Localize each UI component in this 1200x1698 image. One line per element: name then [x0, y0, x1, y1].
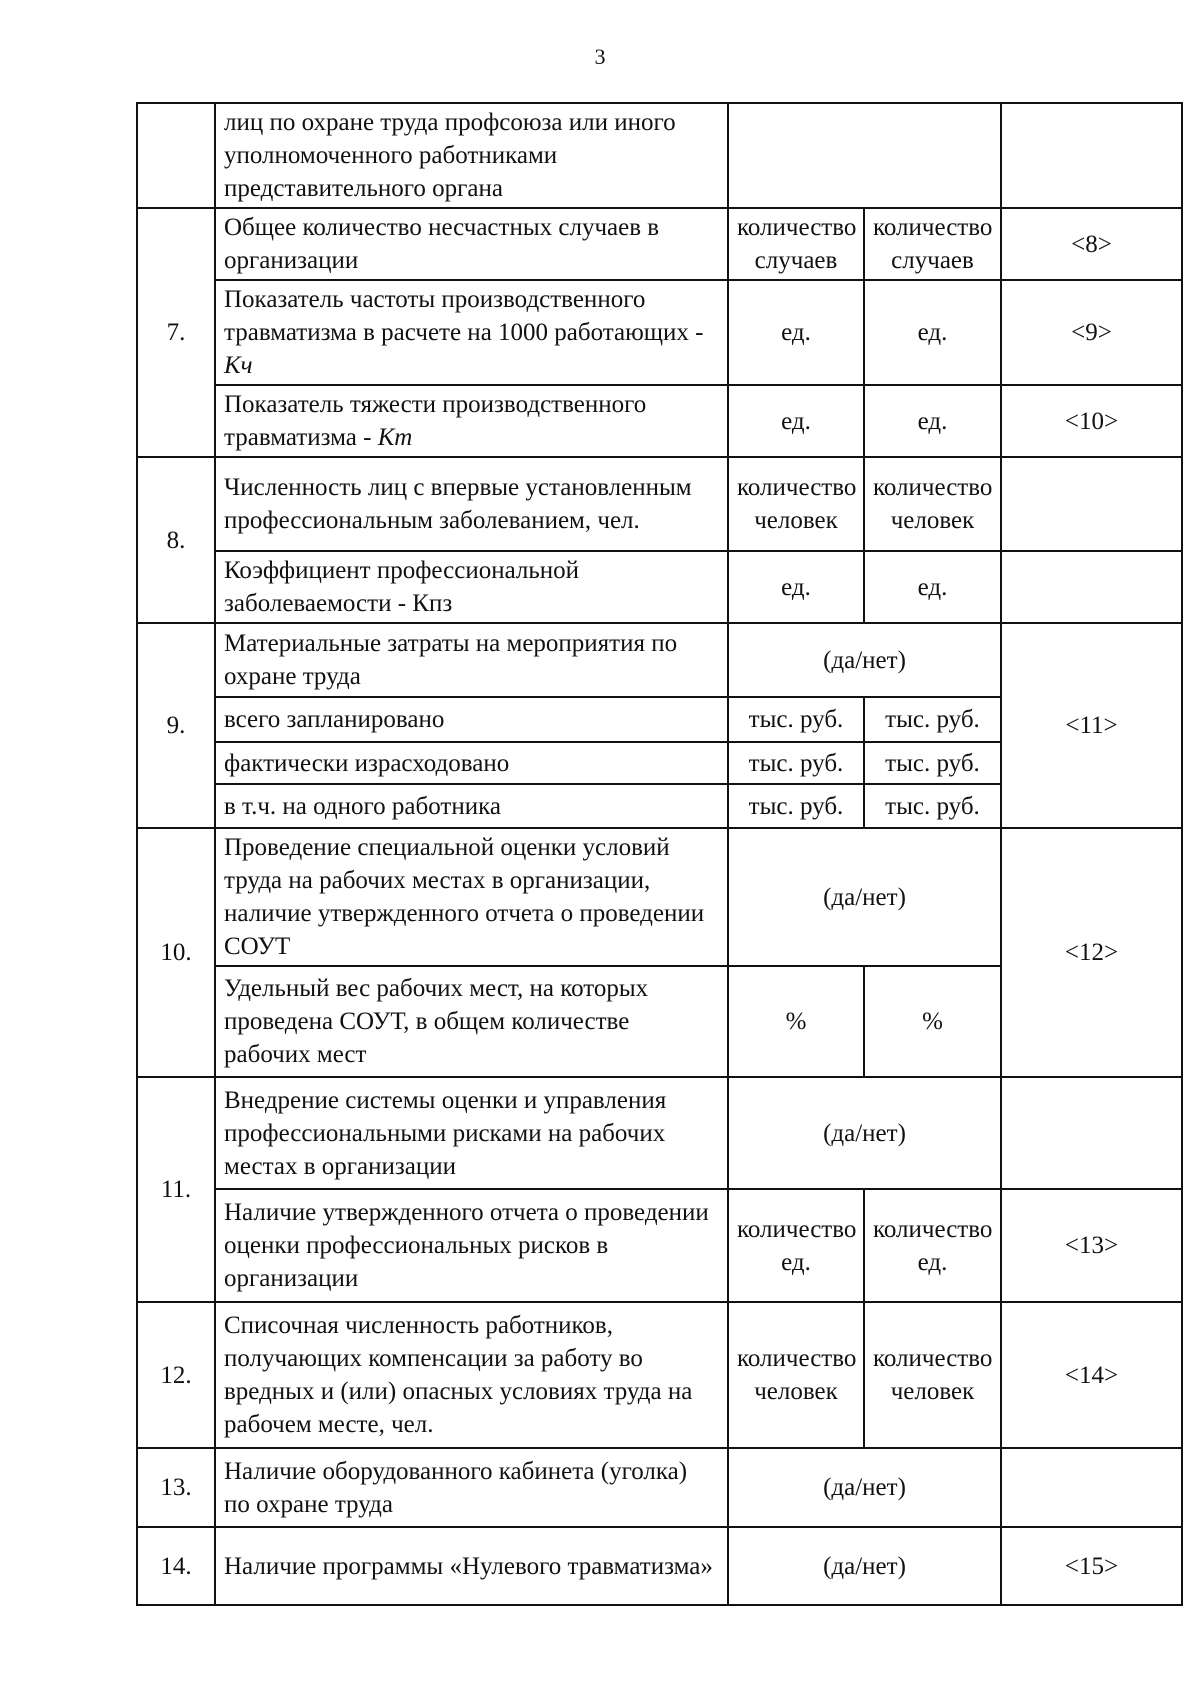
indicator-text: Общее количество несчастных случаев в организации [215, 208, 728, 280]
row-number: 12. [137, 1302, 215, 1448]
unit-cell: (да/нет) [728, 1448, 1001, 1527]
table-row [137, 1077, 1182, 1189]
table-row [137, 1302, 1182, 1448]
indicator-text: всего запланировано [215, 697, 728, 742]
unit-cell: количество ед. [728, 1189, 864, 1302]
note-ref: <8> [1001, 208, 1182, 280]
table-row [137, 623, 1182, 697]
indicator-text: Показатель частоты производственного травматизма в расчете на 1000 работающих - Кч [215, 280, 728, 385]
unit-cell: количество человек [728, 457, 864, 551]
row-number: 13. [137, 1448, 215, 1527]
unit-cell [728, 103, 1001, 208]
row-number: 14. [137, 1527, 215, 1605]
row-number: 10. [137, 828, 215, 1077]
note-ref: <13> [1001, 1189, 1182, 1302]
note-cell [1001, 1077, 1182, 1189]
unit-cell: ед. [864, 280, 1001, 385]
indicator-text: Проведение специальной оценки условий труда на рабочих местах в организации, наличие утвержденного отчета о проведении СОУТ [215, 828, 728, 966]
unit-cell: ед. [728, 280, 864, 385]
indicator-text: в т.ч. на одного работника [215, 784, 728, 828]
indicator-text: Наличие оборудованного кабинета (уголка) по охране труда [215, 1448, 728, 1527]
unit-cell: (да/нет) [728, 828, 1001, 966]
row-number [137, 103, 215, 208]
table-row [137, 1448, 1182, 1527]
table-row [137, 457, 1182, 551]
variable-label: Кч [224, 352, 253, 379]
row-number: 8. [137, 457, 215, 623]
unit-cell: тыс. руб. [728, 742, 864, 784]
unit-cell: количество человек [728, 1302, 864, 1448]
note-ref: <14> [1001, 1302, 1182, 1448]
unit-cell: количество человек [864, 457, 1001, 551]
note-ref: <15> [1001, 1527, 1182, 1605]
unit-cell: (да/нет) [728, 623, 1001, 697]
variable-label: Кт [377, 424, 413, 451]
table-row [137, 1527, 1182, 1605]
unit-cell: количество человек [864, 1302, 1001, 1448]
indicator-text: Показатель тяжести производственного травматизма - Кт [215, 385, 728, 457]
indicator-text: Численность лиц с впервые установленным профессиональным заболеванием, чел. [215, 457, 728, 551]
indicator-text: Списочная численность работников, получающих компенсации за работу во вредных и (или) опасных условиях труда на рабочем месте, чел. [215, 1302, 728, 1448]
unit-cell: ед. [728, 385, 864, 457]
unit-cell: количество случаев [728, 208, 864, 280]
note-cell [1001, 457, 1182, 551]
unit-cell: (да/нет) [728, 1527, 1001, 1605]
unit-cell: ед. [864, 385, 1001, 457]
table-row [137, 103, 1182, 208]
table-row [137, 208, 1182, 280]
unit-cell: тыс. руб. [864, 784, 1001, 828]
note-ref: <9> [1001, 280, 1182, 385]
unit-cell: ед. [864, 551, 1001, 623]
note-ref: <12> [1001, 828, 1182, 1077]
table-row [137, 1189, 1182, 1302]
unit-cell: ед. [728, 551, 864, 623]
note-cell [1001, 551, 1182, 623]
indicator-text: Наличие утвержденного отчета о проведении оценки профессиональных рисков в организации [215, 1189, 728, 1302]
indicators-table [136, 102, 1183, 1606]
note-ref: <10> [1001, 385, 1182, 457]
unit-cell: % [864, 966, 1001, 1077]
note-ref: <11> [1001, 623, 1182, 828]
unit-cell: количество случаев [864, 208, 1001, 280]
indicator-text: Удельный вес рабочих мест, на которых проведена СОУТ, в общем количестве рабочих мест [215, 966, 728, 1077]
row-number: 9. [137, 623, 215, 828]
note-cell [1001, 1448, 1182, 1527]
table-row [137, 828, 1182, 966]
indicator-text: Внедрение системы оценки и управления профессиональными рисками на рабочих местах в организации [215, 1077, 728, 1189]
row-number: 11. [137, 1077, 215, 1302]
unit-cell: тыс. руб. [728, 784, 864, 828]
unit-cell: тыс. руб. [864, 742, 1001, 784]
unit-cell: (да/нет) [728, 1077, 1001, 1189]
unit-cell: тыс. руб. [728, 697, 864, 742]
unit-cell: тыс. руб. [864, 697, 1001, 742]
table-row [137, 280, 1182, 385]
page-number: 3 [594, 44, 606, 69]
row-number: 7. [137, 208, 215, 457]
indicator-text: Коэффициент профессиональной заболеваемости - Кпз [215, 551, 728, 623]
indicator-text: Материальные затраты на мероприятия по охране труда [215, 623, 728, 697]
unit-cell: % [728, 966, 864, 1077]
table-row [137, 385, 1182, 457]
table-row [137, 551, 1182, 623]
unit-cell: количество ед. [864, 1189, 1001, 1302]
indicator-text: фактически израсходовано [215, 742, 728, 784]
indicator-text: Наличие программы «Нулевого травматизма» [215, 1527, 728, 1605]
note-cell [1001, 103, 1182, 208]
indicator-text: лиц по охране труда профсоюза или иного уполномоченного работниками представительного органа [215, 103, 728, 208]
